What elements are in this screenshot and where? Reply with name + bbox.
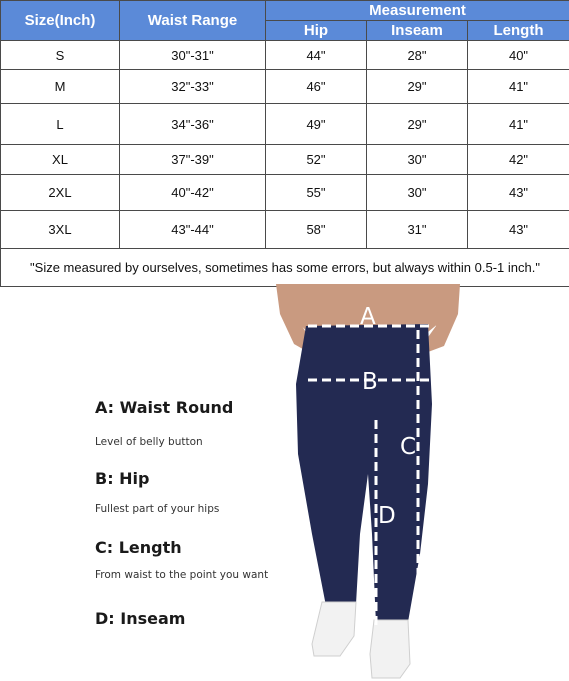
legend-waist-desc: Level of belly button — [95, 436, 203, 448]
cell-hip: 58" — [266, 211, 367, 249]
cell-length: 41" — [468, 104, 569, 145]
cell-size: S — [1, 41, 120, 70]
legend-length-title: C: Length — [95, 538, 182, 557]
label-b: B — [362, 369, 378, 395]
cell-size: XL — [1, 145, 120, 175]
cell-size: 2XL — [1, 175, 120, 211]
cell-size: L — [1, 104, 120, 145]
table-row — [1, 175, 569, 211]
model-figure — [268, 284, 468, 681]
cell-waist: 43"-44" — [120, 211, 266, 249]
cell-inseam: 30" — [367, 145, 468, 175]
cell-waist: 30"-31" — [120, 41, 266, 70]
cell-length: 40" — [468, 41, 569, 70]
legend-hip-desc: Fullest part of your hips — [95, 503, 220, 515]
legend-hip-title: B: Hip — [95, 469, 150, 488]
header-inseam: Inseam — [367, 21, 468, 41]
cell-hip: 55" — [266, 175, 367, 211]
label-c: C — [400, 434, 417, 460]
size-chart-table — [0, 0, 569, 287]
right-shoe — [370, 620, 410, 678]
cell-inseam: 30" — [367, 175, 468, 211]
cell-waist: 34"-36" — [120, 104, 266, 145]
label-d: D — [378, 503, 396, 529]
table-header-row — [1, 1, 569, 21]
cell-hip: 46" — [266, 70, 367, 104]
cell-size: M — [1, 70, 120, 104]
header-length: Length — [468, 21, 569, 41]
cell-waist: 32"-33" — [120, 70, 266, 104]
cell-hip: 44" — [266, 41, 367, 70]
cell-inseam: 28" — [367, 41, 468, 70]
label-a: A — [360, 304, 376, 330]
table-note-row — [1, 249, 569, 287]
cell-inseam: 29" — [367, 104, 468, 145]
cell-length: 41" — [468, 70, 569, 104]
cell-length: 43" — [468, 211, 569, 249]
legend-length-desc: From waist to the point you want — [95, 569, 269, 581]
table-row — [1, 145, 569, 175]
cell-length: 43" — [468, 175, 569, 211]
header-hip: Hip — [266, 21, 367, 41]
legend-inseam-title: D: Inseam — [95, 609, 186, 628]
cell-inseam: 31" — [367, 211, 468, 249]
table-row — [1, 211, 569, 249]
cell-inseam: 29" — [367, 70, 468, 104]
cell-waist: 40"-42" — [120, 175, 266, 211]
pants-illustration — [268, 284, 468, 681]
size-note: "Size measured by ourselves, sometimes has some errors, but always within 0.5-1 inch." — [1, 249, 569, 287]
cell-waist: 37"-39" — [120, 145, 266, 175]
header-waist-range: Waist Range — [120, 1, 266, 41]
header-size: Size(Inch) — [1, 1, 120, 41]
left-shoe — [312, 602, 356, 656]
cell-size: 3XL — [1, 211, 120, 249]
cell-hip: 49" — [266, 104, 367, 145]
table-row — [1, 70, 569, 104]
header-measurement: Measurement — [266, 1, 569, 21]
table-row — [1, 41, 569, 70]
legend-waist-title: A: Waist Round — [95, 398, 234, 417]
cell-hip: 52" — [266, 145, 367, 175]
cell-length: 42" — [468, 145, 569, 175]
table-row — [1, 104, 569, 145]
